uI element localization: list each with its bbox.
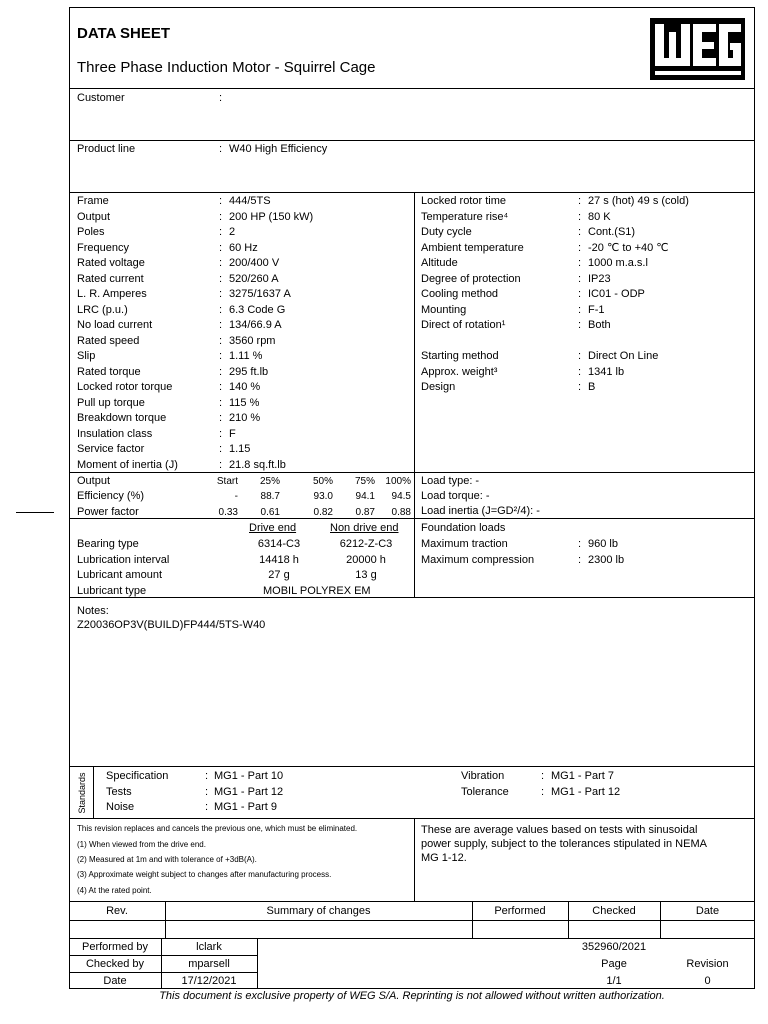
spec-value: 3560 rpm	[229, 334, 276, 347]
spec-colon: :	[578, 195, 582, 207]
spec-value: 2	[229, 226, 236, 238]
spec-value: Cont.(S1)	[588, 226, 636, 238]
standard-label: Specification	[106, 770, 169, 782]
load-col-header: 75%	[354, 476, 375, 487]
bearing-label: Lubricant amount	[77, 569, 162, 581]
spec-label: Output	[77, 210, 111, 223]
spec-value: 27 s (hot) 49 s (cold)	[588, 195, 689, 207]
spec-value: -20 ℃ to +40 ℃	[588, 241, 669, 254]
spec-label: Poles	[77, 226, 105, 238]
customer-label: Customer	[77, 92, 125, 104]
spec-colon: :	[578, 226, 582, 238]
spec-label: Mounting	[421, 303, 467, 316]
spec-value: 295 ft.lb	[229, 365, 269, 378]
spec-label: Rated speed	[77, 334, 140, 347]
spec-colon: :	[578, 303, 582, 316]
load-inertia: Load inertia (J=GD²/4): -	[421, 505, 540, 517]
rev-header: Rev.	[106, 905, 128, 917]
spec-label: Pull up torque	[77, 396, 145, 409]
weg-logo	[650, 18, 745, 80]
spec-colon: :	[219, 381, 223, 393]
standard-label: Vibration	[461, 770, 505, 782]
footnote-line: (2) Measured at 1m and with tolerance of +3dB(A).	[77, 855, 257, 864]
lubricant-type-label: Lubricant type	[77, 585, 147, 597]
standard-colon: :	[205, 770, 209, 782]
spec-colon: :	[219, 396, 223, 409]
spec-value: 6.3 Code G	[229, 303, 286, 316]
checked-header: Checked	[592, 905, 636, 917]
spec-colon: :	[219, 257, 223, 269]
standard-label: Tests	[106, 785, 132, 798]
standard-colon: :	[205, 785, 209, 798]
bearing-nde-value: 6212-Z-C3	[339, 538, 393, 550]
date-label: Date	[103, 975, 127, 987]
spec-value: 115 %	[229, 396, 260, 409]
average-note-line: These are average values based on tests with sinusoidal	[421, 824, 698, 836]
spec-colon: :	[219, 319, 223, 331]
efficiency-value: 93.0	[313, 491, 333, 502]
spec-label: Approx. weight³	[421, 365, 498, 378]
checked-by-label: Checked by	[85, 958, 145, 970]
standard-value: MG1 - Part 10	[214, 770, 284, 782]
spec-colon: :	[219, 241, 223, 254]
spec-value: Both	[588, 319, 611, 331]
power-factor-label: Power factor	[77, 506, 139, 518]
spec-label: Ambient temperature	[421, 241, 524, 254]
spec-label: Design	[421, 381, 456, 393]
efficiency-value: 88.7	[260, 491, 280, 502]
spec-colon: :	[219, 303, 223, 316]
spec-value: 520/260 A	[229, 272, 279, 285]
lubricant-type-value: MOBIL POLYREX EM	[263, 585, 371, 597]
standard-colon: :	[205, 801, 209, 813]
date-value: 17/12/2021	[181, 975, 237, 987]
page-label: Page	[601, 958, 627, 970]
spec-label: Duty cycle	[421, 226, 472, 238]
footer-disclaimer: This document is exclusive property of WEG S/A. Reprinting is not allowed without written authorization.	[159, 990, 665, 1002]
revision-value: 0	[704, 975, 711, 987]
bearing-de-value: 27 g	[268, 569, 290, 581]
drive-end-header: Drive end	[249, 522, 297, 534]
spec-colon: :	[219, 210, 223, 223]
document-number: 352960/2021	[581, 941, 647, 953]
spec-value: IC01 - ODP	[588, 288, 645, 300]
spec-colon: :	[219, 226, 223, 238]
load-col-header: 100%	[385, 476, 411, 487]
bearing-de-value: 6314-C3	[257, 538, 301, 550]
spec-label: No load current	[77, 319, 153, 331]
document-title: DATA SHEET	[77, 25, 171, 42]
foundation-label: Maximum traction	[421, 538, 508, 550]
spec-label: L. R. Amperes	[77, 288, 147, 300]
spec-label: Rated torque	[77, 365, 141, 378]
spec-label: Temperature rise⁴	[421, 210, 509, 223]
standard-value: MG1 - Part 9	[214, 801, 277, 813]
spec-label: Breakdown torque	[77, 412, 167, 424]
spec-colon: :	[578, 381, 582, 393]
spec-label: Locked rotor torque	[77, 381, 173, 393]
product-line-label: Product line	[77, 143, 136, 155]
load-col-header: Start	[216, 476, 238, 487]
spec-label: Degree of protection	[421, 272, 521, 285]
footnote-line: (4) At the rated point.	[77, 886, 152, 895]
power-factor-value: 0.33	[218, 507, 238, 518]
load-type: Load type: -	[421, 475, 480, 487]
spec-value: 210 %	[229, 412, 261, 424]
bearing-nde-value: 20000 h	[346, 553, 386, 566]
spec-colon: :	[578, 210, 582, 223]
spec-colon: :	[578, 241, 582, 254]
load-output-header: Output	[77, 475, 111, 487]
spec-colon: :	[219, 365, 223, 378]
standard-label: Noise	[106, 801, 135, 813]
spec-value: B	[588, 381, 596, 393]
spec-colon: :	[219, 334, 223, 347]
spec-colon: :	[219, 195, 223, 207]
spec-colon: :	[219, 272, 223, 285]
efficiency-value: -	[234, 491, 238, 502]
notes-text: Z20036OP3V(BUILD)FP444/5TS-W40	[77, 619, 266, 631]
spec-label: Frequency	[77, 241, 129, 254]
footnote-line: This revision replaces and cancels the previous one, which must be eliminated.	[77, 824, 358, 833]
product-line-value: W40 High Efficiency	[229, 143, 328, 155]
bearing-label: Bearing type	[77, 538, 139, 550]
load-col-header: 50%	[312, 476, 333, 487]
average-note-line: MG 1-12.	[421, 852, 467, 864]
spec-value: 21.8 sq.ft.lb	[229, 458, 286, 471]
standard-value: MG1 - Part 12	[551, 785, 621, 798]
spec-label: Direct of rotation¹	[421, 319, 506, 331]
average-note-line: power supply, subject to the tolerances stipulated in NEMA	[421, 838, 707, 850]
foundation-label: Maximum compression	[421, 553, 535, 566]
spec-value: 140 %	[229, 381, 261, 393]
bearing-de-value: 14418 h	[259, 553, 299, 566]
spec-value: 1000 m.a.s.l	[588, 257, 648, 269]
spec-colon: :	[578, 350, 582, 362]
spec-label: Starting method	[421, 350, 499, 362]
spec-colon: :	[219, 412, 223, 424]
spec-colon: :	[578, 288, 582, 300]
power-factor-value: 0.88	[391, 507, 411, 518]
footnote-line: (1) When viewed from the drive end.	[77, 840, 206, 849]
spec-colon: :	[219, 350, 223, 362]
spec-colon: :	[219, 443, 223, 455]
spec-label: Moment of inertia (J)	[77, 458, 178, 471]
power-factor-value: 0.61	[260, 507, 280, 518]
standard-label: Tolerance	[461, 785, 509, 798]
spec-label: Altitude	[421, 257, 458, 269]
date-header: Date	[695, 905, 720, 917]
spec-value: 134/66.9 A	[229, 319, 282, 331]
spec-label: Service factor	[77, 443, 145, 455]
spec-colon: :	[219, 427, 223, 440]
foundation-value: 960 lb	[588, 538, 618, 550]
spec-colon: :	[578, 272, 582, 285]
bearing-label: Lubrication interval	[77, 553, 170, 566]
bearing-nde-value: 13 g	[355, 569, 377, 581]
document-subtitle: Three Phase Induction Motor - Squirrel Cage	[77, 59, 376, 76]
spec-value: F	[229, 427, 236, 440]
footnote-line: (3) Approximate weight subject to changes after manufacturing process.	[77, 870, 332, 879]
load-col-header: 25%	[259, 476, 280, 487]
load-torque: Load torque: -	[421, 490, 490, 502]
power-factor-value: 0.87	[355, 507, 375, 518]
spec-label: Locked rotor time	[421, 195, 506, 207]
spec-value: F-1	[588, 303, 605, 316]
spec-colon: :	[578, 257, 582, 269]
spec-colon: :	[578, 365, 582, 378]
spec-value: 80 K	[588, 210, 611, 223]
revision-label: Revision	[686, 958, 729, 970]
notes-label: Notes:	[77, 605, 109, 617]
standard-value: MG1 - Part 7	[551, 770, 614, 782]
spec-label: LRC (p.u.)	[77, 303, 128, 316]
spec-label: Rated voltage	[77, 257, 145, 269]
spec-label: Frame	[77, 195, 109, 207]
performed-header: Performed	[494, 905, 546, 917]
foundation-colon: :	[578, 538, 582, 550]
spec-value: 200 HP (150 kW)	[229, 210, 314, 223]
non-drive-end-header: Non drive end	[330, 522, 399, 534]
spec-label: Cooling method	[421, 288, 499, 300]
foundation-title: Foundation loads	[421, 522, 506, 534]
standards-label: Standards	[76, 772, 87, 814]
summary-header: Summary of changes	[266, 905, 371, 917]
spec-value: 200/400 V	[229, 257, 280, 269]
performed-by-label: Performed by	[81, 941, 149, 953]
power-factor-value: 0.82	[313, 507, 333, 518]
efficiency-value: 94.5	[391, 491, 411, 502]
performed-by-value: lclark	[196, 941, 222, 953]
efficiency-label: Efficiency (%)	[77, 490, 145, 502]
spec-label: Slip	[77, 350, 96, 362]
spec-value: 1.11 %	[229, 350, 263, 362]
page-value: 1/1	[606, 975, 622, 987]
spec-value: 60 Hz	[229, 241, 258, 254]
spec-value: 1341 lb	[588, 365, 625, 378]
standard-colon: :	[541, 785, 545, 798]
foundation-value: 2300 lb	[588, 553, 625, 566]
spec-label: Insulation class	[77, 427, 153, 440]
spec-value: 3275/1637 A	[229, 288, 291, 300]
spec-colon: :	[219, 458, 223, 471]
spec-value: 444/5TS	[229, 195, 271, 207]
standard-colon: :	[541, 770, 545, 782]
standard-value: MG1 - Part 12	[214, 785, 284, 798]
spec-colon: :	[219, 288, 223, 300]
efficiency-value: 94.1	[355, 491, 375, 502]
spec-label: Rated current	[77, 272, 144, 285]
foundation-colon: :	[578, 553, 582, 566]
spec-value: 1.15	[229, 443, 251, 455]
spec-value: Direct On Line	[588, 350, 659, 362]
checked-by-value: mparsell	[188, 958, 230, 970]
spec-value: IP23	[588, 272, 611, 285]
spec-colon: :	[578, 319, 582, 331]
